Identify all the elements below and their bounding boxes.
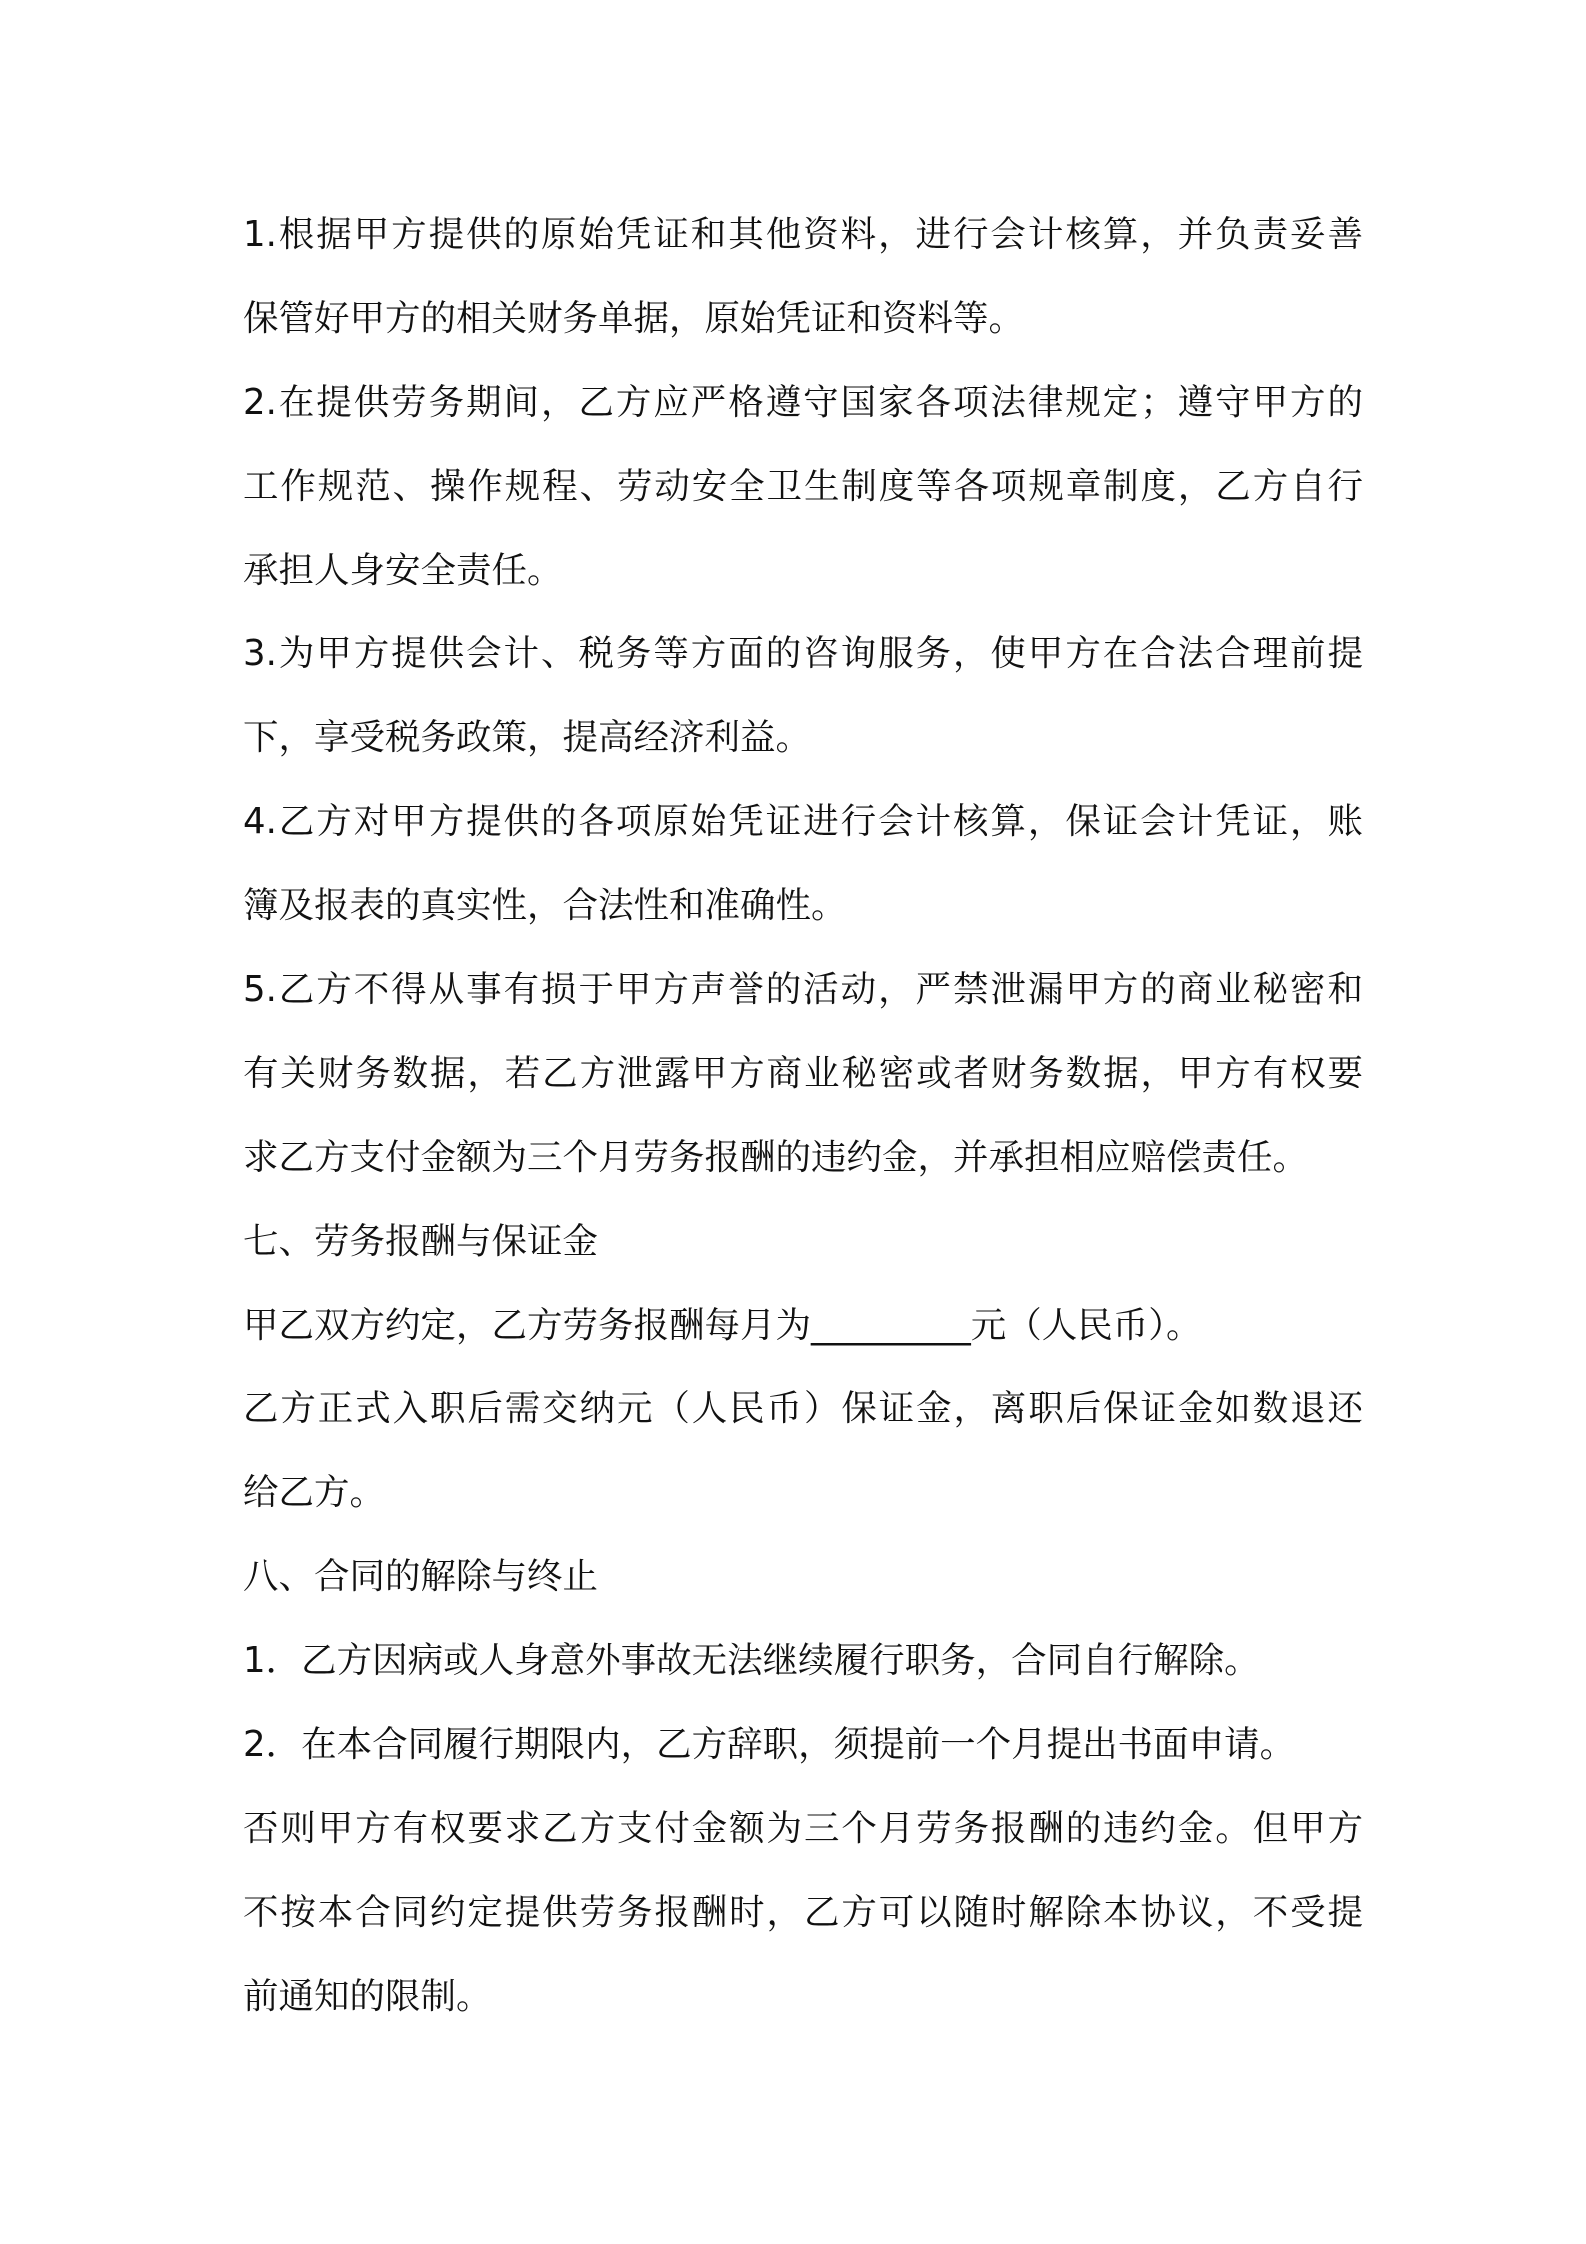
- clause-6-1-line-2: 保管好甲方的相关财务单据，原始凭证和资料等。: [243, 297, 1025, 339]
- clause-6-2-line-3: 承担人身安全责任。: [243, 549, 563, 591]
- clause-8-1-line-1: 1．乙方因病或人身意外事故无法继续履行职务，合同自行解除。: [243, 1640, 1260, 1682]
- clause-6-5-line-3: 求乙方支付金额为三个月劳务报酬的违约金，并承担相应赔偿责任。: [243, 1136, 1309, 1178]
- clause-8-2-line-2: 否则甲方有权要求乙方支付金额为三个月劳务报酬的违约金。但甲方: [243, 1807, 1363, 1849]
- section-7-heading: 七、劳务报酬与保证金: [243, 1220, 599, 1262]
- clause-6-3-line-1: 3.为甲方提供会计、税务等方面的咨询服务，使甲方在合法合理前提: [243, 633, 1363, 675]
- clause-6-3-line-2: 下，享受税务政策，提高经济利益。: [243, 717, 812, 759]
- clause-8-2-line-4: 前通知的限制。: [243, 1975, 492, 2017]
- clause-6-5-line-1: 5.乙方不得从事有损于甲方声誉的活动，严禁泄漏甲方的商业秘密和: [243, 969, 1363, 1011]
- clause-6-2-line-2: 工作规范、操作规程、劳动安全卫生制度等各项规章制度，乙方自行: [243, 465, 1363, 507]
- clause-8-2-line-1: 2．在本合同履行期限内，乙方辞职，须提前一个月提出书面申请。: [243, 1724, 1296, 1766]
- section-8-heading: 八、合同的解除与终止: [243, 1556, 599, 1598]
- clause-8-2-line-3: 不按本合同约定提供劳务报酬时，乙方可以随时解除本协议，不受提: [243, 1891, 1363, 1933]
- clause-6-4-line-1: 4.乙方对甲方提供的各项原始凭证进行会计核算，保证会计凭证，账: [243, 801, 1363, 843]
- clause-6-5-line-2: 有关财务数据，若乙方泄露甲方商业秘密或者财务数据，甲方有权要: [243, 1052, 1363, 1094]
- clause-6-4-line-2: 簿及报表的真实性，合法性和准确性。: [243, 885, 847, 927]
- deposit-line-1: 乙方正式入职后需交纳元（人民币）保证金，离职后保证金如数退还: [243, 1388, 1363, 1430]
- deposit-line-2: 给乙方。: [243, 1472, 386, 1514]
- remuneration-line: 甲乙双方约定，乙方劳务报酬每月为_________元（人民币）。: [243, 1304, 1202, 1346]
- clause-6-2-line-1: 2.在提供劳务期间，乙方应严格遵守国家各项法律规定；遵守甲方的: [243, 381, 1363, 423]
- clause-6-1-line-1: 1.根据甲方提供的原始凭证和其他资料，进行会计核算，并负责妥善: [243, 214, 1363, 255]
- document-body: [243, 193, 1363, 2039]
